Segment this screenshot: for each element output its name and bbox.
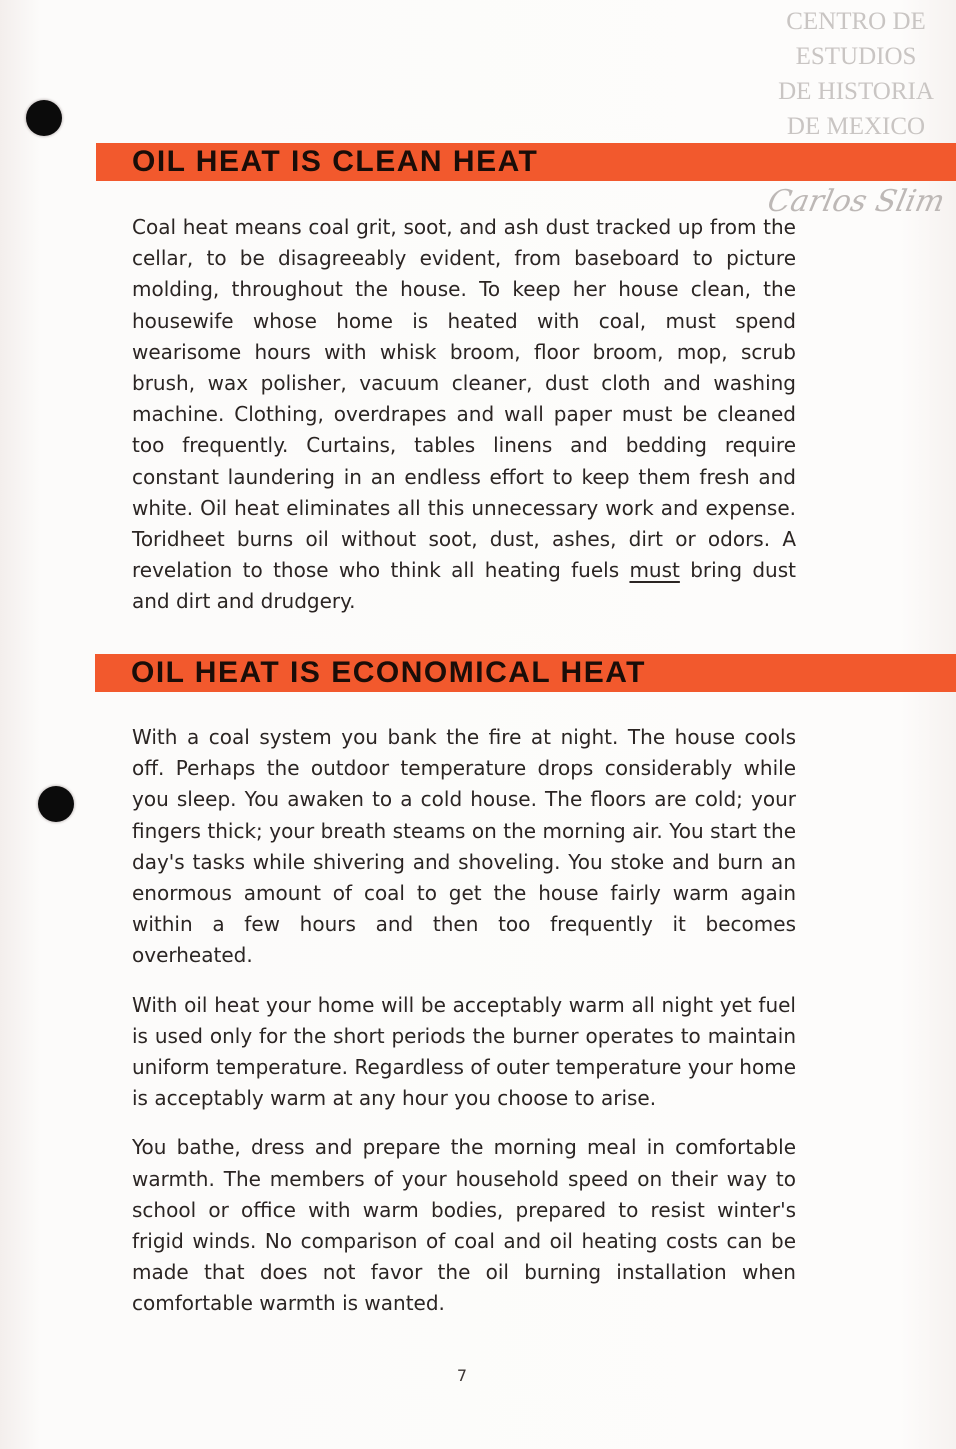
section-heading-banner-clean [96,143,956,181]
watermark-line: CENTRO DE [786,8,926,35]
underlined-word: must [629,558,680,583]
watermark-signature: Carlos Slim [764,184,948,219]
section-heading-clean: OIL HEAT IS CLEAN HEAT [132,145,539,178]
body-paragraph: With a coal system you bank the fire at night. The house cools off. Perhaps the outdoor temperature drops considerably while you sleep. You awaken to a cold house. The floors are cold; your fingers thick; your breath steams on the morning air. You start the day's tasks while shivering and shoveling. You stoke and burn an enormous amount of coal to get the house fairly warm again within a few hours and then too frequently it becomes overheated. [132,725,796,968]
page-number: 7 [456,1366,468,1385]
section-body-clean [132,212,796,618]
punch-hole-middle [38,786,74,822]
body-paragraph [132,212,796,618]
punch-hole-top [26,100,62,136]
watermark-line: ESTUDIOS [795,43,917,70]
section-heading-economical: OIL HEAT IS ECONOMICAL HEAT [131,656,646,689]
body-paragraph: You bathe, dress and prepare the morning meal in comfortable warmth. The members of your household speed on their way to school or office with warm bodies, prepared to resist winter's frigid winds. No comparison of coal and oil heating costs can be made that does not favor the oil burning installation when comfortable warmth is wanted. [132,1135,796,1316]
watermark-line: DE MEXICO [786,113,926,140]
watermark-line: DE HISTORIA [778,78,934,105]
body-paragraph: With oil heat your home will be acceptably warm all night yet fuel is used only for the short periods the burner operates to maintain uniform temperature. Regardless of outer temperature your home is acceptably warm at any hour you choose to arise. [132,992,796,1111]
section-heading-banner-economical [95,654,956,692]
paragraph-text: Coal heat means coal grit, soot, and ash dust tracked up from the cellar, to be disagreeably evident, from baseboard to picture molding, throughout the house. To keep her house clean, the housewife whose home is heated with coal, must spend wearisome hours with whisk broom, floor broom, mop, scrub brush, wax polisher, vacuum cleaner, dust cloth and washing machine. Clothing, overdrapes and wall paper must be cleaned too frequently. Curtains, tables linens and bedding require constant laundering in an endless effort to keep them fresh and white. Oil heat eliminates all this unnecessary work and expense. Toridheet burns oil without soot, dust, ashes, dirt or odors. A revelation to those who think all heating fuels [132,215,796,583]
section-body-economical [132,722,796,1320]
archive-watermark [760,4,952,222]
paragraph-text: bring dust and dirt and drudgery. [132,558,796,614]
